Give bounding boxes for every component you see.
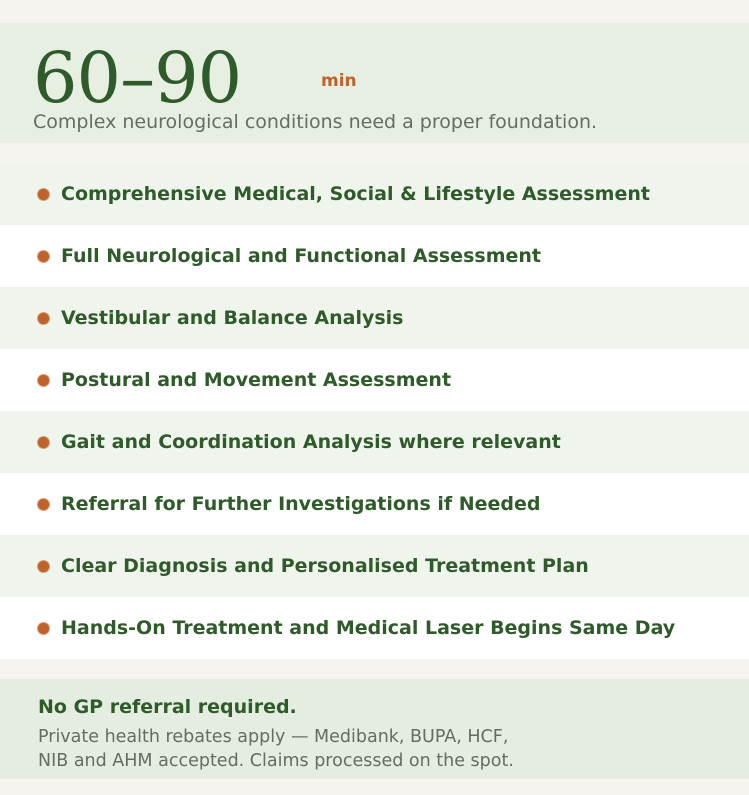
list-item [0, 287, 749, 349]
list-item [0, 597, 749, 659]
list-item-label: Gait and Coordination Analysis where relevant [61, 431, 561, 453]
bullet-icon [37, 622, 50, 635]
duration-unit: min [321, 71, 357, 91]
list-item [0, 411, 749, 473]
assessment-list [0, 163, 749, 659]
bullet-icon [37, 250, 50, 263]
list-item-label: Referral for Further Investigations if Needed [61, 493, 541, 515]
referral-note [0, 679, 749, 779]
list-item [0, 225, 749, 287]
bullet-icon [37, 188, 50, 201]
bullet-icon [37, 312, 50, 325]
list-item-label: Comprehensive Medical, Social & Lifestyle Assessment [61, 183, 650, 205]
list-item-label: Clear Diagnosis and Personalised Treatment Plan [61, 555, 589, 577]
list-item-label: Vestibular and Balance Analysis [61, 307, 404, 329]
list-item [0, 349, 749, 411]
list-item-label: Hands-On Treatment and Medical Laser Begins Same Day [61, 617, 676, 639]
duration-value: 60–90 [33, 37, 242, 119]
list-item [0, 473, 749, 535]
hero-subtitle: Complex neurological conditions need a proper foundation. [33, 111, 598, 133]
note-line: Private health rebates apply — Medibank, BUPA, HCF, [38, 727, 509, 747]
note-line: NIB and AHM accepted. Claims processed on the spot. [38, 751, 514, 771]
bullet-icon [37, 436, 50, 449]
list-item-label: Full Neurological and Functional Assessment [61, 245, 541, 267]
list-item [0, 535, 749, 597]
list-item-label: Postural and Movement Assessment [61, 369, 452, 391]
note-body [38, 725, 678, 773]
bullet-icon [37, 498, 50, 511]
note-title: No GP referral required. [38, 696, 297, 718]
list-item [0, 163, 749, 225]
bullet-icon [37, 374, 50, 387]
bullet-icon [37, 560, 50, 573]
